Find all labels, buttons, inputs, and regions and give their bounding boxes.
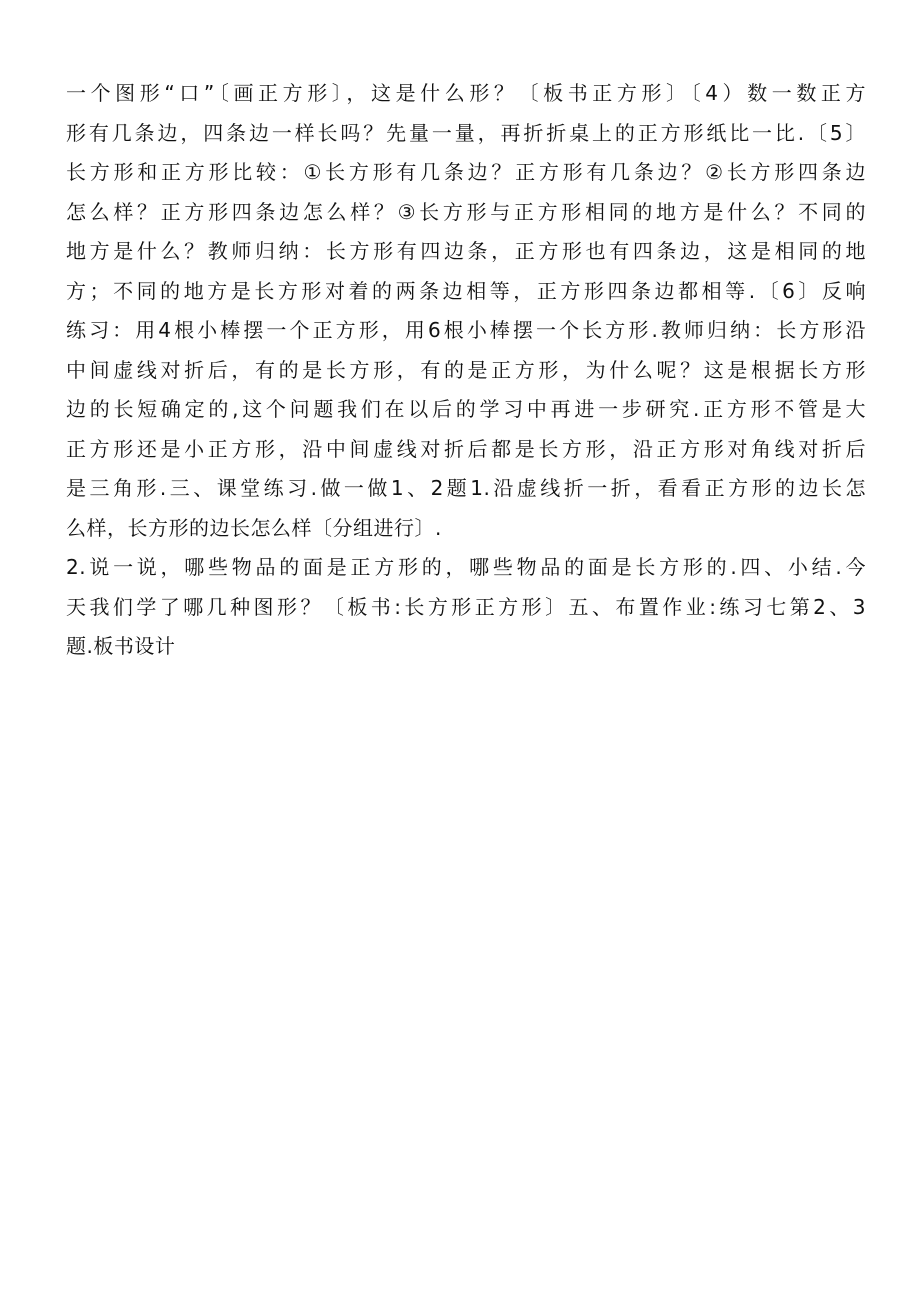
document-body [66,74,866,667]
text-line-3: 长方形和正方形比较：①长方形有几条边？正方形有几条边？②长方形四条边 [66,160,866,184]
text-line-15: 题.板书设计 [66,634,176,658]
text-line-10: 正方形还是小正方形，沿中间虚线对折后都是长方形，沿正方形对角线对折后 [66,436,866,461]
text-line-13: 2.说一说，哪些物品的面是正方形的，哪些物品的面是长方形的.四、小结.今 [66,555,866,579]
text-line-7: 练习：用4根小棒摆一个正方形，用6根小棒摆一个长方形.教师归纳：长方形沿 [66,318,866,342]
text-line-6: 方；不同的地方是长方形对着的两条边相等，正方形四条边都相等.〔6〕反响 [66,278,866,303]
text-line-5: 地方是什么？教师归纳：长方形有四边条，正方形也有四条边，这是相同的地 [66,239,866,263]
text-line-1: 一个图形“口”〔画正方形〕，这是什么形？〔板书正方形〕〔4）数一数正方 [66,81,866,105]
text-line-9: 边的长短确定的,这个问题我们在以后的学习中再进一步研究.正方形不管是大 [66,397,866,421]
text-line-14: 天我们学了哪几种图形？〔板书:长方形正方形〕五、布置作业:练习七第2、3 [66,594,866,619]
text-line-2: 形有几条边，四条边一样长吗？先量一量，再折折桌上的正方形纸比一比.〔5〕 [66,120,866,145]
text-line-11: 是三角形.三、课堂练习.做一做1、2题1.沿虚线折一折，看看正方形的边长怎 [66,476,866,500]
text-line-4: 怎么样？正方形四条边怎么样？③长方形与正方形相同的地方是什么？不同的 [66,199,866,224]
text-line-12: 么样，长方形的边长怎么样〔分组进行〕. [66,515,442,540]
text-line-8: 中间虚线对折后，有的是长方形，有的是正方形，为什么呢？这是根据长方形 [66,357,866,382]
